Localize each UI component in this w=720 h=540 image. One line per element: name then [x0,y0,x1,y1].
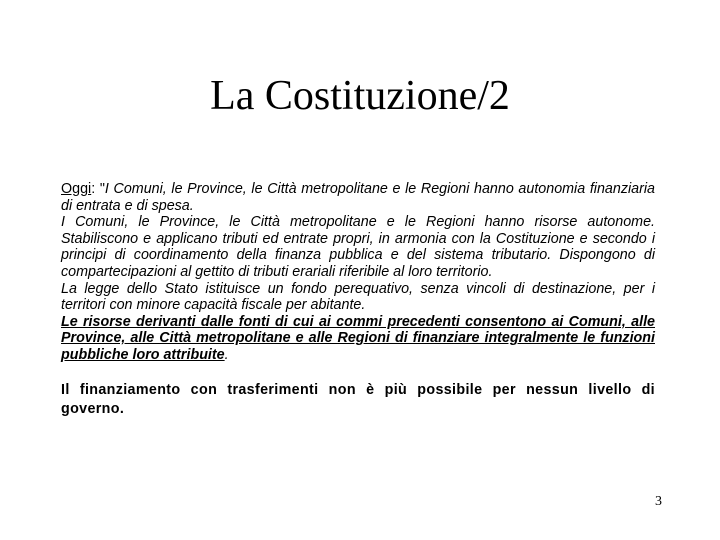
paragraph-autonomy [61,181,655,214]
full-financing-period: . [224,346,229,363]
slide-title: La Costituzione/2 [210,73,510,119]
quote-open: : " [91,181,105,197]
paragraph-full-financing [61,314,655,364]
paragraph-resources: I Comuni, le Province, le Città metropolitane e le Regioni hanno risorse autonome. Stabiliscono e applicano tributi ed entrate propri, in armonia con la Costituzione e secondo i principi di coordinamento della finanza pubblica e del sistema tributario. Dispongono di compartecipazioni al gettito di tributi erariali riferibile al loro territorio. [61,214,655,280]
autonomy-text: I Comuni, le Province, le Città metropolitane e le Regioni hanno autonomia finanziaria di entrata e di spesa. [61,181,655,214]
paragraph-equalization-fund: La legge dello Stato istituisce un fondo perequativo, senza vincoli di destinazione, per i territori con minore capacità fiscale per abitante. [61,280,655,314]
today-label: Oggi [61,181,92,197]
paragraph-transfers: Il finanziamento con trasferimenti non è più possibile per nessun livello di governo. [61,381,655,417]
full-financing-text: Le risorse derivanti dalle fonti di cui ai commi precedenti consentono ai Comuni, alle Province, alle Città metropolitane e alle Regioni di finanziare integralmente le funzioni pubbliche loro attribuite [61,313,655,363]
page-number: 3 [655,494,662,509]
slide-body [61,181,655,419]
